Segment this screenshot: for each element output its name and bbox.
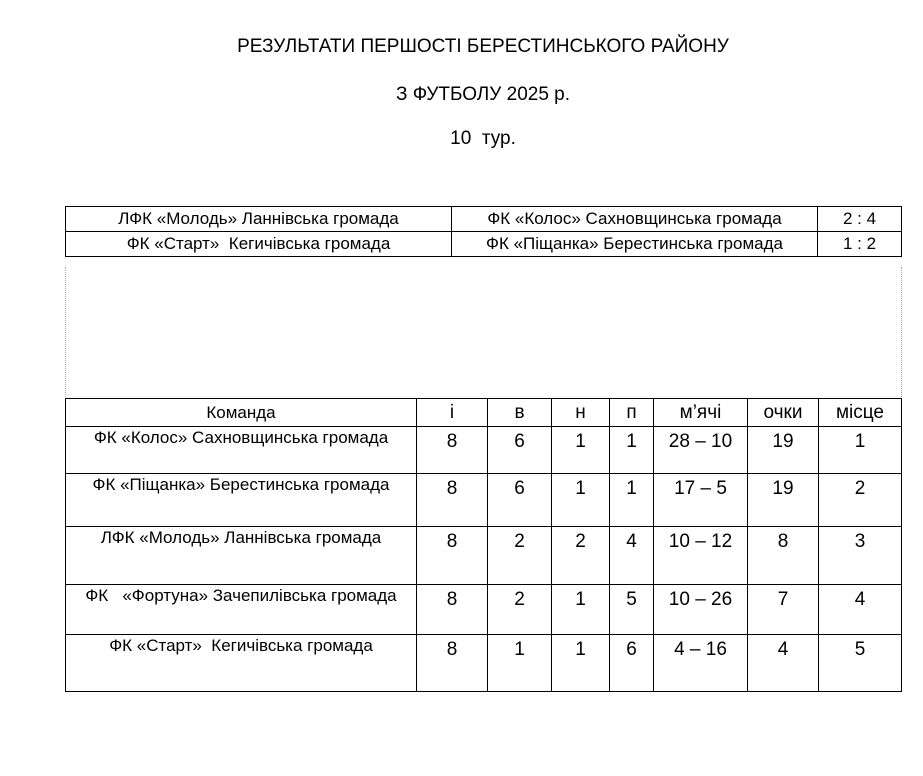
drawn: 2: [552, 527, 610, 585]
home-team: ЛФК «Молодь» Ланнівська громада: [66, 207, 452, 232]
col-header-lost: п: [610, 399, 654, 427]
points: 19: [748, 427, 819, 474]
match-row: [66, 232, 902, 257]
drawn: 1: [552, 635, 610, 692]
played: 8: [417, 527, 488, 585]
points: 4: [748, 635, 819, 692]
goals: 28 – 10: [654, 427, 748, 474]
played: 8: [417, 585, 488, 635]
table-row: [66, 585, 902, 635]
drawn: 1: [552, 427, 610, 474]
goals: 10 – 26: [654, 585, 748, 635]
won: 1: [488, 635, 552, 692]
played: 8: [417, 427, 488, 474]
team-name: ФК «Фортуна» Зачепилівська громада: [66, 585, 417, 635]
place: 1: [819, 427, 902, 474]
col-header-played: і: [417, 399, 488, 427]
col-header-drawn: н: [552, 399, 610, 427]
title-line-1: РЕЗУЛЬТАТИ ПЕРШОСТІ БЕРЕСТИНСЬКОГО РАЙОНУ: [237, 36, 729, 57]
played: 8: [417, 474, 488, 527]
table-row: [66, 635, 902, 692]
team-name: ФК «Піщанка» Берестинська громада: [66, 474, 417, 527]
round-label: 10 тур.: [450, 128, 516, 149]
points: 8: [748, 527, 819, 585]
team-name: ФК «Колос» Сахновщинська громада: [66, 427, 417, 474]
lost: 5: [610, 585, 654, 635]
away-team: ФК «Піщанка» Берестинська громада: [452, 232, 818, 257]
place: 4: [819, 585, 902, 635]
won: 2: [488, 585, 552, 635]
played: 8: [417, 635, 488, 692]
match-score: 1 : 2: [818, 232, 902, 257]
standings-header-row: [66, 399, 902, 427]
lost: 4: [610, 527, 654, 585]
table-row: [66, 427, 902, 474]
goals: 4 – 16: [654, 635, 748, 692]
won: 2: [488, 527, 552, 585]
col-header-goals: м’ячі: [654, 399, 748, 427]
points: 7: [748, 585, 819, 635]
won: 6: [488, 474, 552, 527]
col-header-points: очки: [748, 399, 819, 427]
team-name: ЛФК «Молодь» Ланнівська громада: [66, 527, 417, 585]
table-row: [66, 474, 902, 527]
match-results-table: [65, 206, 902, 257]
col-header-place: місце: [819, 399, 902, 427]
col-header-team: Команда: [66, 399, 417, 427]
drawn: 1: [552, 474, 610, 527]
lost: 1: [610, 427, 654, 474]
lost: 6: [610, 635, 654, 692]
table-row: [66, 527, 902, 585]
won: 6: [488, 427, 552, 474]
match-score: 2 : 4: [818, 207, 902, 232]
away-team: ФК «Колос» Сахновщинська громада: [452, 207, 818, 232]
team-name: ФК «Старт» Кегичівська громада: [66, 635, 417, 692]
standings-table: [65, 398, 902, 692]
blank-section: [65, 267, 902, 397]
points: 19: [748, 474, 819, 527]
lost: 1: [610, 474, 654, 527]
match-row: [66, 207, 902, 232]
place: 5: [819, 635, 902, 692]
title-line-2: З ФУТБОЛУ 2025 р.: [395, 84, 571, 105]
col-header-won: в: [488, 399, 552, 427]
home-team: ФК «Старт» Кегичівська громада: [66, 232, 452, 257]
goals: 10 – 12: [654, 527, 748, 585]
place: 2: [819, 474, 902, 527]
place: 3: [819, 527, 902, 585]
goals: 17 – 5: [654, 474, 748, 527]
drawn: 1: [552, 585, 610, 635]
